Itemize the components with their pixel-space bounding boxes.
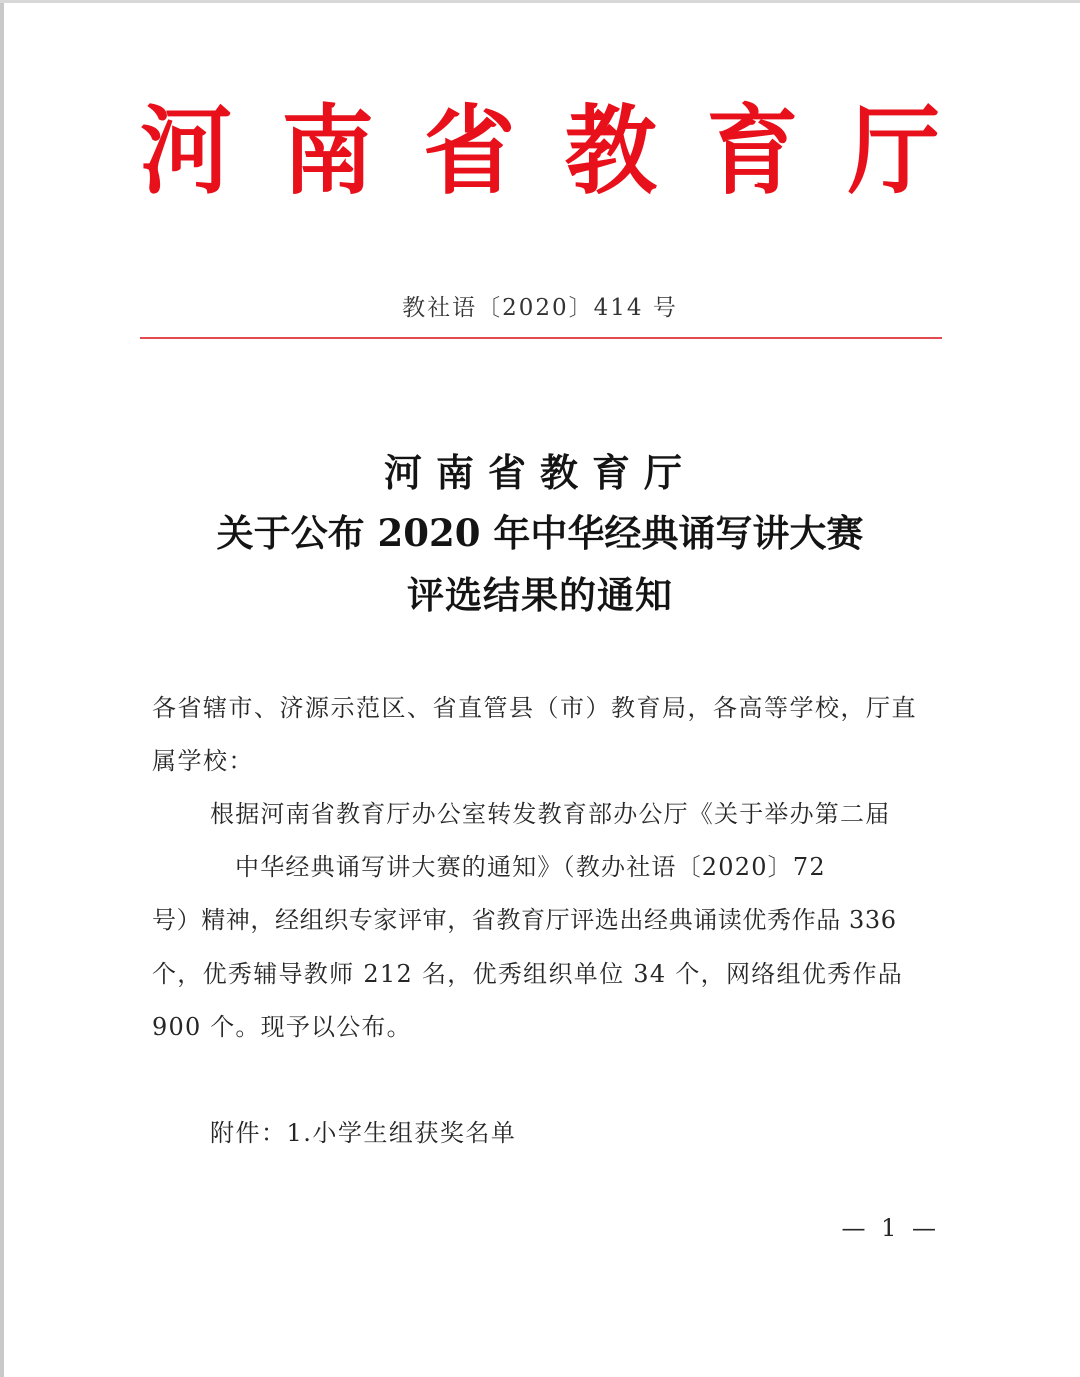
body-paragraph-line-3: 号）精神，经组织专家评审，省教育厅评选出经典诵读优秀作品 336 <box>152 906 897 934</box>
notice-title-line-2: 关于公布 2020 年中华经典诵写讲大赛 <box>216 511 864 555</box>
body-paragraph-line-1: 根据河南省教育厅办公室转发教育部办公厅《关于举办第二届 <box>210 800 891 828</box>
body-paragraph-line-5: 900 个。现予以公布。 <box>152 1013 412 1041</box>
masthead-char: 南 <box>281 94 374 208</box>
masthead-char: 厅 <box>847 94 940 208</box>
masthead-char: 育 <box>706 94 799 208</box>
addressee-line-2: 属学校： <box>152 747 254 775</box>
masthead-title <box>140 96 940 206</box>
body-paragraph-line-4: 个，优秀辅导教师 212 名，优秀组织单位 34 个，网络组优秀作品 <box>152 960 904 988</box>
page-left-edge <box>0 0 4 1377</box>
red-divider-line <box>140 337 942 339</box>
document-number: 教社语〔2020〕414 号 <box>402 295 678 321</box>
page-number: — 1 — <box>841 1214 940 1242</box>
masthead-char: 教 <box>564 94 657 208</box>
notice-title-line-1: 河南省教育厅 <box>383 450 696 495</box>
attachment-line: 附件：1.小学生组获奖名单 <box>210 1119 517 1147</box>
page-top-edge <box>0 0 1080 3</box>
notice-title-line-3: 评选结果的通知 <box>407 573 673 617</box>
masthead-char: 省 <box>423 94 516 208</box>
body-paragraph-line-2: 中华经典诵写讲大赛的通知》（教办社语〔2020〕72 <box>235 853 826 881</box>
addressee-line-1: 各省辖市、济源示范区、省直管县（市）教育局，各高等学校，厅直 <box>152 694 917 722</box>
masthead-char: 河 <box>140 94 233 208</box>
